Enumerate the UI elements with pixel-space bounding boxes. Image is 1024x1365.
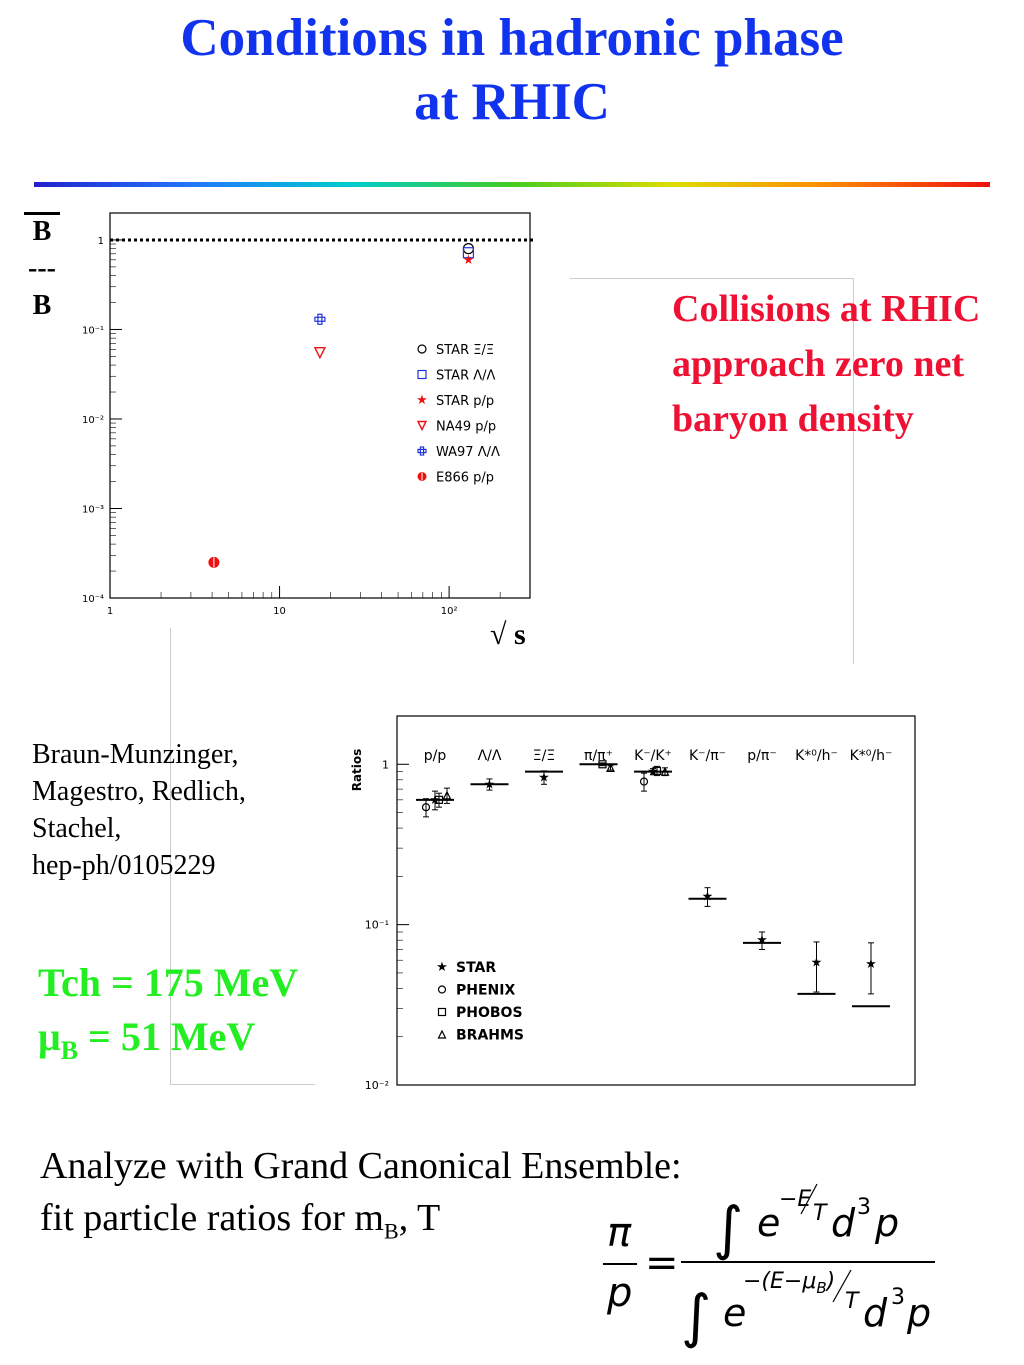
mu-subscript: B	[60, 1036, 79, 1065]
y-axis-label: Ratios	[350, 748, 364, 792]
bottom-chart	[335, 710, 925, 1105]
formula-num-e: e	[757, 1201, 781, 1245]
data-point: ★	[756, 933, 768, 949]
page-title	[0, 6, 1024, 134]
analysis-line-2	[40, 1192, 682, 1258]
citation-line-2: Magestro, Redlich,	[32, 776, 246, 807]
category-label: p/π⁻	[747, 748, 777, 764]
formula-num-T: T	[813, 1201, 827, 1226]
formula-num-3: 3	[857, 1195, 871, 1220]
analysis-line-2-prefix: fit particle ratios for m	[40, 1197, 384, 1239]
formula-equals: =	[645, 1240, 679, 1286]
data-point: ★	[701, 889, 714, 905]
data-point: ★	[810, 955, 823, 971]
data-point	[315, 348, 325, 358]
data-point: ★	[429, 792, 441, 808]
x-tick-label: 10²	[440, 606, 458, 617]
data-point: ★	[865, 956, 877, 972]
legend-label: PHOBOS	[456, 1005, 523, 1021]
mub-value	[38, 1010, 298, 1078]
analysis-line-1: Analyze with Grand Canonical Ensemble:	[40, 1145, 682, 1187]
x-tick-label: 10	[273, 606, 286, 617]
legend-marker: ★	[416, 393, 428, 408]
title-line-1: Conditions in hadronic phase	[180, 9, 844, 67]
data-point	[315, 317, 325, 321]
formula-num-exp: −E	[779, 1187, 812, 1212]
analysis-text	[40, 1140, 682, 1258]
category-label: p/p	[423, 748, 447, 764]
tch-value: Tch = 175 MeV	[38, 960, 299, 1005]
category-label: π/π⁺	[584, 748, 613, 764]
data-point: ★	[462, 252, 475, 268]
category-label: K*⁰/h⁻	[849, 748, 893, 764]
top-chart-ylabel	[22, 212, 62, 321]
data-point: ★	[483, 777, 496, 793]
frame-line-bottom	[170, 1084, 315, 1085]
analysis-line-2-suffix: , T	[398, 1197, 441, 1239]
legend-label: WA97 Λ/Λ	[436, 445, 500, 460]
y-tick-label: 1	[97, 235, 104, 247]
formula-den-e: e	[723, 1291, 747, 1335]
y-tick-label: 10⁻²	[81, 414, 104, 426]
legend-marker	[439, 1009, 446, 1016]
legend-label: STAR Λ/Λ	[436, 368, 496, 384]
ylabel-fraction-line: ---	[28, 253, 56, 284]
legend-label: STAR Ξ/Ξ	[436, 343, 495, 358]
top-chart-xlabel: √ s	[490, 618, 526, 651]
formula-num-p: p	[875, 1201, 900, 1245]
gce-formula	[595, 1178, 945, 1358]
category-label: Λ/Λ	[477, 748, 502, 764]
legend-marker: ★	[436, 960, 448, 975]
frame-line-top	[570, 278, 854, 279]
ylabel-baryon: B	[32, 290, 52, 321]
formula-den-p: p	[907, 1291, 932, 1335]
formula-den-exp: $-(E-\mu_B)$	[743, 1269, 836, 1297]
mu-rest: = 51 MeV	[78, 1014, 256, 1059]
y-tick-label: 10⁻⁴	[81, 594, 104, 605]
legend-marker	[439, 1031, 446, 1038]
y-tick-label: 10⁻¹	[81, 325, 104, 337]
legend-label: PHENIX	[456, 982, 516, 999]
data-point: ★	[538, 770, 550, 786]
formula-pi: π	[607, 1210, 632, 1256]
category-label: K⁻/K⁺	[634, 748, 672, 764]
legend-label: BRAHMS	[456, 1027, 525, 1044]
citation-line-1: Braun-Munzinger,	[32, 739, 239, 770]
category-label: K*⁰/h⁻	[795, 748, 838, 764]
legend-marker	[439, 986, 446, 993]
formula-p: p	[607, 1270, 633, 1316]
legend-marker	[418, 371, 426, 379]
highlight-text: Collisions at RHIC approach zero net baryon density	[672, 288, 981, 440]
legend-label: STAR	[456, 960, 497, 976]
y-tick-label: 10⁻³	[81, 504, 104, 516]
formula-den-T: T	[845, 1289, 859, 1314]
legend-marker	[418, 422, 426, 430]
formula-num-integral: ∫	[713, 1194, 744, 1262]
legend-marker-v	[420, 447, 423, 455]
citation	[32, 736, 322, 884]
analysis-line-2-sub: B	[384, 1218, 399, 1244]
citation-line-4: hep-ph/0105229	[32, 850, 216, 881]
legend-label: STAR p/p	[436, 394, 495, 409]
rainbow-divider	[34, 182, 990, 187]
fit-parameters	[38, 956, 298, 1078]
y-tick-label: 1	[382, 758, 389, 772]
data-point-v	[318, 314, 322, 324]
formula-den-d: d	[863, 1291, 888, 1335]
mu-symbol: μ	[38, 1014, 61, 1059]
legend-marker	[418, 345, 426, 353]
formula-den-integral: ∫	[681, 1282, 712, 1350]
legend-marker	[418, 449, 426, 452]
legend-label: E866 p/p	[436, 470, 495, 486]
formula-den-3: 3	[891, 1285, 905, 1310]
category-label: K⁻/π⁻	[688, 748, 727, 764]
title-line-2: at RHIC	[414, 73, 610, 131]
y-tick-label: 10⁻¹	[364, 918, 389, 932]
formula-num-d: d	[831, 1201, 856, 1245]
top-chart	[70, 205, 545, 625]
ylabel-antibaryon: B	[32, 216, 52, 247]
x-tick-label: 1	[106, 606, 114, 617]
data-point: ★	[647, 764, 659, 780]
category-label: Ξ/Ξ	[532, 748, 556, 764]
bar-overline	[24, 212, 60, 215]
citation-line-3: Stachel,	[32, 813, 122, 844]
legend-label: NA49 p/p	[436, 419, 497, 435]
y-tick-label: 10⁻²	[364, 1079, 389, 1092]
